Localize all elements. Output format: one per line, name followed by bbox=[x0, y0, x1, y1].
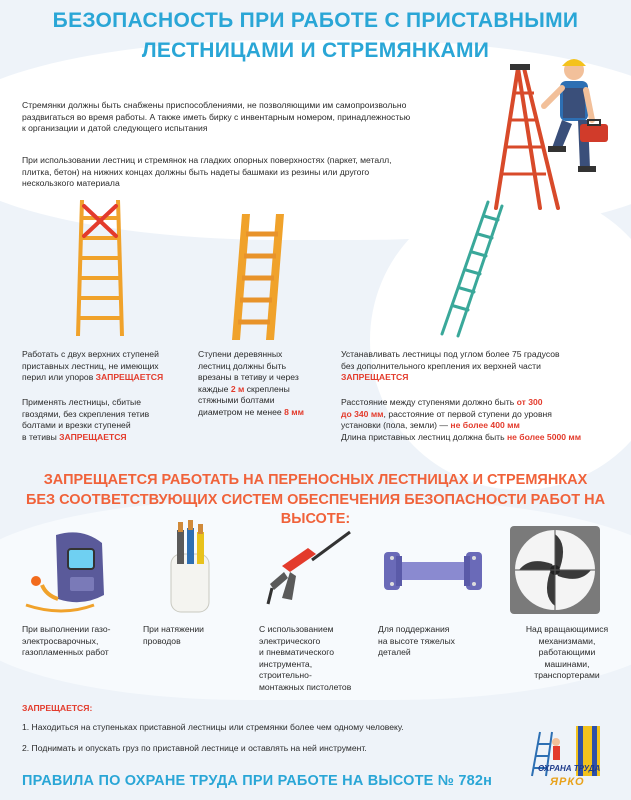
item5-line-4: машинами, bbox=[544, 658, 590, 669]
wooden-ladder-icon bbox=[228, 212, 288, 342]
item-wires-caption bbox=[143, 624, 243, 647]
col3-text-b bbox=[341, 397, 626, 443]
pipe-detail-icon bbox=[380, 544, 485, 599]
title-line-1: БЕЗОПАСНОСТЬ ПРИ РАБОТЕ С ПРИСТАВНЫМИ bbox=[52, 9, 579, 32]
welding-mask-icon bbox=[22, 525, 122, 620]
col1-a-line-3 bbox=[22, 372, 192, 384]
col1-b-line-3: болтами и врезки ступеней bbox=[22, 420, 131, 431]
col2-line-6 bbox=[198, 407, 338, 419]
item-details-caption bbox=[378, 624, 488, 659]
col3-step-to: до 340 мм bbox=[341, 408, 384, 419]
fan-icon bbox=[508, 524, 603, 616]
col2-diameter: 8 мм bbox=[284, 406, 304, 417]
col3-b-line-2-post: , расстояние от первой ступени до уровня bbox=[383, 408, 552, 419]
col2-line-5: стяжными болтами bbox=[198, 395, 275, 406]
item-machines-caption bbox=[512, 624, 622, 682]
col1-b-forbidden: ЗАПРЕЩАЕТСЯ bbox=[59, 431, 127, 442]
footer-rules-title: ПРАВИЛА ПО ОХРАНЕ ТРУДА ПРИ РАБОТЕ НА ВЫСОТЕ № 782н bbox=[22, 773, 493, 789]
col1-text-a bbox=[22, 349, 192, 384]
col3-b-line-3 bbox=[341, 420, 626, 432]
drill-gun-icon bbox=[262, 528, 357, 618]
logo-line-1: ОХРАНА ТРУДА bbox=[538, 764, 601, 773]
item3-line-4: инструмента, bbox=[259, 658, 313, 669]
logo-icon bbox=[526, 722, 616, 782]
intro-p1-line-3: к организации и датой следующего испытания bbox=[22, 123, 208, 134]
col2-interval: 2 м bbox=[230, 383, 245, 394]
item5-line-5: транспортерами bbox=[534, 670, 600, 681]
item5-line-2: механизмами, bbox=[538, 635, 596, 646]
col1-b-line-4 bbox=[22, 432, 192, 444]
item2-line-1: При натяжении bbox=[143, 624, 204, 634]
col1-a-line-3-text: перил или упоров bbox=[22, 372, 96, 383]
forbidden-item-2: 2. Поднимать и опускать груз по приставной лестнице и оставлять на ней инструмент. bbox=[22, 743, 367, 753]
item4-line-3: деталей bbox=[378, 647, 411, 658]
title-line-2: ЛЕСТНИЦАМИ И СТРЕМЯНКАМИ bbox=[141, 39, 490, 62]
item3-line-6: монтажных пистолетов bbox=[259, 681, 352, 692]
item1-line-1: При выполнении газо- bbox=[22, 624, 111, 634]
item-welding-caption bbox=[22, 624, 142, 659]
forbidden-item-1: 1. Находиться на ступеньках приставной лестницы или стремянки более чем одному человеку. bbox=[22, 722, 404, 732]
item1-line-3: газопламенных работ bbox=[22, 647, 109, 658]
col3-b-line-4-pre: Длина приставных лестниц должна быть bbox=[341, 431, 507, 442]
item3-line-1: С использованием bbox=[259, 624, 334, 634]
col3-text-a bbox=[341, 349, 621, 384]
crossed-ladder-icon bbox=[70, 198, 130, 338]
col1-a-line-2: приставных лестниц, не имеющих bbox=[22, 360, 159, 371]
col3-a-line-1: Устанавливать лестницы под углом более 75 градусов bbox=[341, 349, 560, 359]
col3-step-from: от 300 bbox=[516, 397, 543, 407]
col2-line-1: Ступени деревянных bbox=[198, 349, 283, 359]
col3-b-line-1-pre: Расстояние между ступенями должно быть bbox=[341, 397, 517, 407]
col3-a-forbidden: ЗАПРЕЩАЕТСЯ bbox=[341, 372, 409, 383]
intro-p1-line-1: Стремянки должны быть снабжены приспособлениями, не позволяющими им самопроизвольно bbox=[22, 100, 407, 110]
item-tools-caption bbox=[259, 624, 369, 694]
intro-paragraph-2 bbox=[22, 155, 462, 190]
item3-line-2: электрического bbox=[259, 635, 321, 646]
col3-b-line-3-pre: установки (пола, земли) — bbox=[341, 420, 451, 431]
item5-line-1: Над вращающимися bbox=[525, 624, 609, 634]
item3-line-3: и пневматического bbox=[259, 647, 334, 658]
col2-line-4-pre: каждые bbox=[198, 383, 231, 394]
col1-b-line-2: гвоздями, без скрепления тетив bbox=[22, 408, 150, 419]
col3-b-line-1 bbox=[341, 397, 626, 409]
col1-text-b bbox=[22, 397, 192, 443]
col3-b-line-4 bbox=[341, 432, 626, 444]
col2-text bbox=[198, 349, 338, 419]
item3-line-5: строительно- bbox=[259, 670, 312, 681]
item2-line-2: проводов bbox=[143, 635, 181, 646]
col1-a-line-1: Работать с двух верхних ступеней bbox=[22, 349, 159, 359]
intro-p2-line-3: нескользкого материала bbox=[22, 178, 120, 189]
item1-line-2: электросварочных, bbox=[22, 635, 99, 646]
col2-line-6-pre: диаметром не менее bbox=[198, 406, 285, 417]
leaning-ladder-icon bbox=[438, 200, 508, 338]
item4-line-1: Для поддержания bbox=[378, 624, 450, 634]
col2-line-2: лестниц должны быть bbox=[198, 360, 287, 371]
intro-p2-line-1: При использовании лестниц и стремянок на гладких опорных поверхностях (паркет, металл, bbox=[22, 155, 392, 165]
col2-line-4-post: скреплены bbox=[244, 383, 290, 394]
logo-line-2: ЯРКО bbox=[550, 776, 585, 788]
col2-line-3: врезаны в тетиву и через bbox=[198, 372, 299, 383]
col3-a-line-2: без дополнительного крепления их верхней части bbox=[341, 360, 541, 371]
col1-b-line-4-text: в тетивы bbox=[22, 431, 60, 442]
col2-line-4 bbox=[198, 384, 338, 396]
forbidden-title: ЗАПРЕЩАЕТСЯ: bbox=[22, 703, 93, 713]
item5-line-3: работающими bbox=[538, 647, 596, 658]
stepladder-worker-illustration bbox=[488, 48, 618, 210]
intro-p2-line-2: плитка, бетон) на нижних концах должны быть надеты башмаки из резины или другого bbox=[22, 166, 370, 177]
col1-b-line-1: Применять лестницы, сбитые bbox=[22, 397, 142, 407]
item4-line-2: на высоте тяжелых bbox=[378, 635, 455, 646]
wires-icon bbox=[165, 520, 215, 615]
intro-p1-line-2: раздвигаться во время работы. А также иметь бирку с инвентарным номером, принадлежностью bbox=[22, 111, 411, 122]
col3-first-step-max: не более 400 мм bbox=[450, 420, 520, 431]
warning-line-1: ЗАПРЕЩАЕТСЯ РАБОТАТЬ НА ПЕРЕНОСНЫХ ЛЕСТНИЦАХ И СТРЕМЯНКАХ bbox=[43, 472, 588, 488]
col1-a-forbidden: ЗАПРЕЩАЕТСЯ bbox=[95, 372, 164, 383]
intro-paragraph-1 bbox=[22, 100, 462, 135]
warning-line-2: БЕЗ СООТВЕТСТВУЮЩИХ СИСТЕМ ОБЕСПЕЧЕНИЯ БЕЗОПАСНОСТИ РАБОТ НА ВЫСОТЕ: bbox=[25, 492, 606, 527]
col3-length-max: не более 5000 мм bbox=[506, 431, 582, 442]
col3-b-line-2 bbox=[341, 409, 626, 421]
